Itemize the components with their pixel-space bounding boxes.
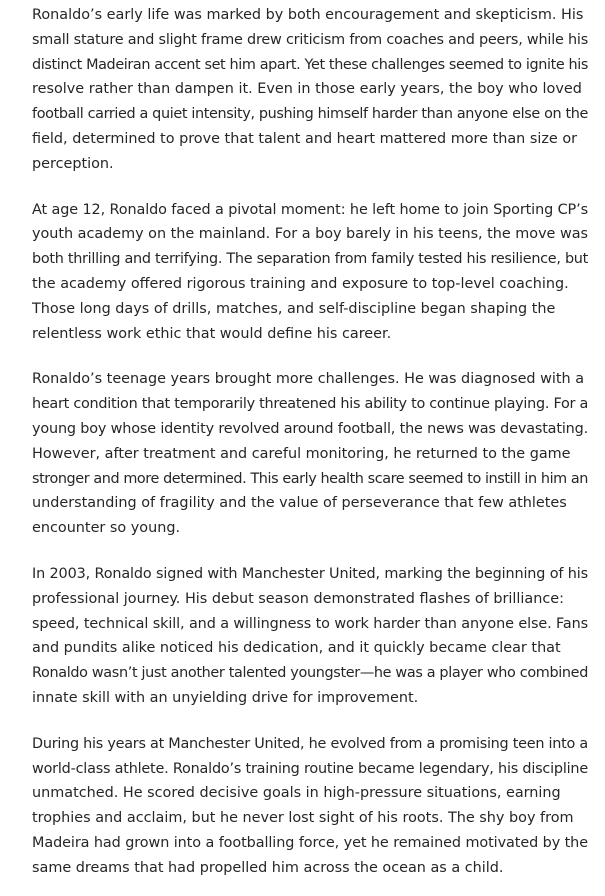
article-body <box>32 3 588 881</box>
text-line: world-class athlete. Ronaldo’s training routine became legendary, his discipline <box>32 760 588 777</box>
text-line: youth academy on the mainland. For a boy barely in his teens, the move was <box>32 226 588 243</box>
text-line: young boy whose identity revolved around football, the news was devastating. <box>32 420 588 437</box>
text-line: resolve rather than dampen it. Even in those early years, the boy who loved <box>32 81 582 98</box>
text-line: heart condition that temporarily threatened his ability to continue playing. For a <box>32 396 588 413</box>
paragraph-manchester-years <box>32 732 588 881</box>
text-line: relentless work ethic that would define his career. <box>32 325 392 342</box>
text-line: Those long days of drills, matches, and self-discipline began shaping the <box>32 300 556 317</box>
text-line: field, determined to prove that talent and heart mattered more than size or <box>32 130 578 147</box>
text-line: and pundits alike noticed his dedication, and it quickly became clear that <box>32 640 561 657</box>
text-line: small stature and slight frame drew criticism from coaches and peers, while his <box>32 31 588 48</box>
text-line: unmatched. He scored decisive goals in high-pressure situations, earning <box>32 785 561 802</box>
paragraph-early-life <box>32 3 588 177</box>
text-line: innate skill with an unyielding drive for improvement. <box>32 689 419 706</box>
text-line: Ronaldo’s teenage years brought more challenges. He was diagnosed with a <box>32 371 585 388</box>
text-line: professional journey. His debut season demonstrated flashes of brilliance: <box>32 590 564 607</box>
text-line: encounter so young. <box>32 520 181 537</box>
text-line: both thrilling and terrifying. The separation from family tested his resilience, but <box>32 251 588 268</box>
text-line: Ronaldo wasn’t just another talented youngster—he was a player who combined <box>32 665 588 682</box>
text-line: At age 12, Ronaldo faced a pivotal moment: he left home to join Sporting CP’s <box>32 201 588 218</box>
text-line: However, after treatment and careful monitoring, he returned to the game <box>32 445 571 462</box>
text-line: football carried a quiet intensity, pushing himself harder than anyone else on the <box>32 106 588 123</box>
text-line: trophies and acclaim, but he never lost sight of his roots. The shy boy from <box>32 810 574 827</box>
text-line: speed, technical skill, and a willingness to work harder than anyone else. Fans <box>32 615 588 632</box>
text-line: In 2003, Ronaldo signed with Manchester United, marking the beginning of his <box>32 565 588 582</box>
text-line: Ronaldo’s early life was marked by both encouragement and skepticism. His <box>32 7 584 23</box>
text-line: Madeira had grown into a footballing force, yet he remained motivated by the <box>32 834 588 851</box>
text-line: During his years at Manchester United, he evolved from a promising teen into a <box>32 735 588 752</box>
paragraph-manchester-signing <box>32 562 588 711</box>
paragraph-sporting-academy <box>32 198 588 347</box>
text-line: distinct Madeiran accent set him apart. Yet these challenges seemed to ignite his <box>32 56 588 73</box>
text-line: stronger and more determined. This early health scare seemed to instill in him an <box>32 470 588 487</box>
text-line: understanding of fragility and the value of perseverance that few athletes <box>32 495 567 512</box>
paragraph-teenage-years <box>32 367 588 541</box>
text-line: perception. <box>32 155 114 172</box>
text-line: same dreams that had propelled him across the ocean as a child. <box>32 859 504 876</box>
text-line: the academy offered rigorous training and exposure to top-level coaching. <box>32 275 569 292</box>
